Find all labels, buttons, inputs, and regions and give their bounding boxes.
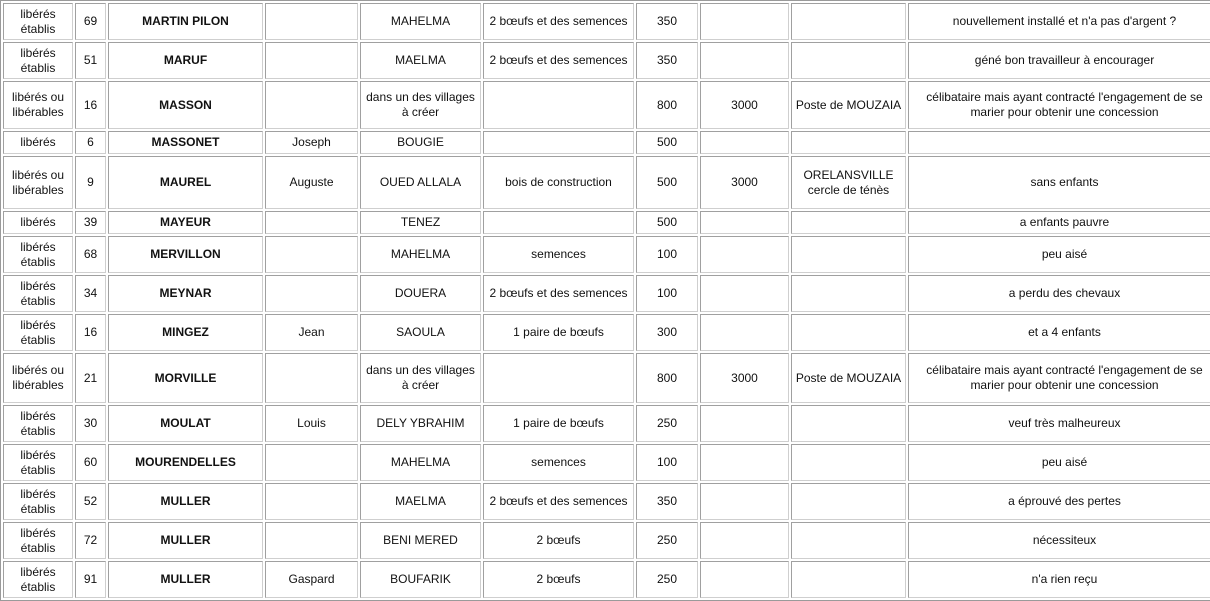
table-row — [3, 42, 1210, 79]
number-cell: 30 — [75, 405, 106, 442]
amount2-cell — [700, 236, 789, 273]
table-row — [3, 522, 1210, 559]
amount-cell: 300 — [636, 314, 698, 351]
resources-cell: 2 bœufs — [483, 522, 634, 559]
name-cell: MAYEUR — [108, 211, 263, 234]
number-cell: 16 — [75, 81, 106, 129]
resources-cell: 2 bœufs — [483, 561, 634, 598]
status-cell: libérés — [3, 211, 73, 234]
table-row — [3, 275, 1210, 312]
remarks-cell: géné bon travailleur à encourager — [908, 42, 1210, 79]
table-row — [3, 405, 1210, 442]
resources-cell — [483, 131, 634, 154]
number-cell: 51 — [75, 42, 106, 79]
number-cell: 91 — [75, 561, 106, 598]
amount-cell: 800 — [636, 353, 698, 403]
name-cell: MASSONET — [108, 131, 263, 154]
status-cell: libérés établis — [3, 42, 73, 79]
remarks-cell: sans enfants — [908, 156, 1210, 209]
firstname-cell: Louis — [265, 405, 358, 442]
status-cell: libérés — [3, 131, 73, 154]
remarks-cell: et a 4 enfants — [908, 314, 1210, 351]
remarks-cell: n'a rien reçu — [908, 561, 1210, 598]
firstname-cell — [265, 444, 358, 481]
resources-cell: 1 paire de bœufs — [483, 405, 634, 442]
resources-cell: semences — [483, 444, 634, 481]
resources-cell: 2 bœufs et des semences — [483, 275, 634, 312]
status-cell: libérés établis — [3, 561, 73, 598]
amount2-cell — [700, 522, 789, 559]
firstname-cell: Joseph — [265, 131, 358, 154]
remarks-cell: peu aisé — [908, 444, 1210, 481]
status-cell: libérés ou libérables — [3, 156, 73, 209]
name-cell: MULLER — [108, 522, 263, 559]
firstname-cell: Gaspard — [265, 561, 358, 598]
resources-cell: 2 bœufs et des semences — [483, 42, 634, 79]
resources-cell — [483, 353, 634, 403]
location-cell: DELY YBRAHIM — [360, 405, 481, 442]
location-cell: MAELMA — [360, 42, 481, 79]
table-row — [3, 156, 1210, 209]
table-row — [3, 483, 1210, 520]
status-cell: libérés ou libérables — [3, 81, 73, 129]
amount2-cell — [700, 211, 789, 234]
amount2-cell — [700, 314, 789, 351]
resources-cell — [483, 211, 634, 234]
status-cell: libérés ou libérables — [3, 353, 73, 403]
status-cell: libérés établis — [3, 405, 73, 442]
post-cell — [791, 314, 906, 351]
post-cell: Poste de MOUZAIA — [791, 353, 906, 403]
remarks-cell: célibataire mais ayant contracté l'engagement de se marier pour obtenir une concession — [908, 353, 1210, 403]
post-cell — [791, 211, 906, 234]
status-cell: libérés établis — [3, 275, 73, 312]
post-cell — [791, 131, 906, 154]
location-cell: BOUFARIK — [360, 561, 481, 598]
name-cell: MERVILLON — [108, 236, 263, 273]
amount-cell: 100 — [636, 275, 698, 312]
status-cell: libérés établis — [3, 236, 73, 273]
amount-cell: 250 — [636, 405, 698, 442]
table-row — [3, 131, 1210, 154]
amount2-cell — [700, 561, 789, 598]
location-cell: BOUGIE — [360, 131, 481, 154]
location-cell: MAHELMA — [360, 3, 481, 40]
remarks-cell: peu aisé — [908, 236, 1210, 273]
amount-cell: 500 — [636, 156, 698, 209]
number-cell: 52 — [75, 483, 106, 520]
name-cell: MINGEZ — [108, 314, 263, 351]
amount-cell: 250 — [636, 522, 698, 559]
firstname-cell — [265, 236, 358, 273]
records-body — [3, 3, 1210, 598]
status-cell: libérés établis — [3, 3, 73, 40]
location-cell: TENEZ — [360, 211, 481, 234]
name-cell: MULLER — [108, 483, 263, 520]
table-row — [3, 353, 1210, 403]
table-row — [3, 236, 1210, 273]
name-cell: MASSON — [108, 81, 263, 129]
location-cell: dans un des villages à créer — [360, 81, 481, 129]
location-cell: OUED ALLALA — [360, 156, 481, 209]
number-cell: 69 — [75, 3, 106, 40]
amount-cell: 350 — [636, 483, 698, 520]
status-cell: libérés établis — [3, 314, 73, 351]
resources-cell: 2 bœufs et des semences — [483, 3, 634, 40]
amount-cell: 500 — [636, 211, 698, 234]
remarks-cell: célibataire mais ayant contracté l'engagement de se marier pour obtenir une concession — [908, 81, 1210, 129]
post-cell — [791, 483, 906, 520]
resources-cell: bois de construction — [483, 156, 634, 209]
amount2-cell — [700, 275, 789, 312]
remarks-cell: nécessiteux — [908, 522, 1210, 559]
number-cell: 9 — [75, 156, 106, 209]
amount2-cell — [700, 131, 789, 154]
status-cell: libérés établis — [3, 444, 73, 481]
firstname-cell — [265, 211, 358, 234]
amount-cell: 350 — [636, 42, 698, 79]
table-row — [3, 314, 1210, 351]
firstname-cell — [265, 483, 358, 520]
location-cell: dans un des villages à créer — [360, 353, 481, 403]
resources-cell: semences — [483, 236, 634, 273]
amount-cell: 500 — [636, 131, 698, 154]
table-row — [3, 561, 1210, 598]
location-cell: SAOULA — [360, 314, 481, 351]
status-cell: libérés établis — [3, 522, 73, 559]
name-cell: MOURENDELLES — [108, 444, 263, 481]
amount-cell: 350 — [636, 3, 698, 40]
amount2-cell — [700, 405, 789, 442]
location-cell: MAHELMA — [360, 236, 481, 273]
name-cell: MAUREL — [108, 156, 263, 209]
table-row — [3, 3, 1210, 40]
number-cell: 34 — [75, 275, 106, 312]
number-cell: 39 — [75, 211, 106, 234]
location-cell: MAELMA — [360, 483, 481, 520]
firstname-cell: Auguste — [265, 156, 358, 209]
firstname-cell — [265, 81, 358, 129]
name-cell: MARUF — [108, 42, 263, 79]
name-cell: MOULAT — [108, 405, 263, 442]
amount-cell: 800 — [636, 81, 698, 129]
resources-cell: 1 paire de bœufs — [483, 314, 634, 351]
name-cell: MARTIN PILON — [108, 3, 263, 40]
firstname-cell — [265, 353, 358, 403]
post-cell — [791, 3, 906, 40]
number-cell: 60 — [75, 444, 106, 481]
number-cell: 68 — [75, 236, 106, 273]
remarks-cell: a enfants pauvre — [908, 211, 1210, 234]
location-cell: MAHELMA — [360, 444, 481, 481]
number-cell: 21 — [75, 353, 106, 403]
post-cell: Poste de MOUZAIA — [791, 81, 906, 129]
location-cell: DOUERA — [360, 275, 481, 312]
post-cell — [791, 236, 906, 273]
post-cell — [791, 522, 906, 559]
post-cell — [791, 405, 906, 442]
amount2-cell — [700, 42, 789, 79]
firstname-cell — [265, 275, 358, 312]
amount2-cell — [700, 3, 789, 40]
resources-cell: 2 bœufs et des semences — [483, 483, 634, 520]
firstname-cell — [265, 42, 358, 79]
remarks-cell: a éprouvé des pertes — [908, 483, 1210, 520]
name-cell: MULLER — [108, 561, 263, 598]
table-row — [3, 81, 1210, 129]
firstname-cell — [265, 3, 358, 40]
status-cell: libérés établis — [3, 483, 73, 520]
remarks-cell: a perdu des chevaux — [908, 275, 1210, 312]
table-row — [3, 211, 1210, 234]
amount2-cell: 3000 — [700, 156, 789, 209]
firstname-cell: Jean — [265, 314, 358, 351]
post-cell — [791, 275, 906, 312]
amount2-cell: 3000 — [700, 353, 789, 403]
amount2-cell — [700, 483, 789, 520]
remarks-cell: nouvellement installé et n'a pas d'argent ? — [908, 3, 1210, 40]
location-cell: BENI MERED — [360, 522, 481, 559]
name-cell: MORVILLE — [108, 353, 263, 403]
firstname-cell — [265, 522, 358, 559]
amount2-cell — [700, 444, 789, 481]
number-cell: 6 — [75, 131, 106, 154]
table-row — [3, 444, 1210, 481]
remarks-cell — [908, 131, 1210, 154]
amount-cell: 100 — [636, 444, 698, 481]
amount-cell: 250 — [636, 561, 698, 598]
post-cell — [791, 444, 906, 481]
resources-cell — [483, 81, 634, 129]
number-cell: 72 — [75, 522, 106, 559]
post-cell: ORELANSVILLE cercle de ténès — [791, 156, 906, 209]
amount-cell: 100 — [636, 236, 698, 273]
number-cell: 16 — [75, 314, 106, 351]
post-cell — [791, 42, 906, 79]
remarks-cell: veuf très malheureux — [908, 405, 1210, 442]
name-cell: MEYNAR — [108, 275, 263, 312]
post-cell — [791, 561, 906, 598]
amount2-cell: 3000 — [700, 81, 789, 129]
